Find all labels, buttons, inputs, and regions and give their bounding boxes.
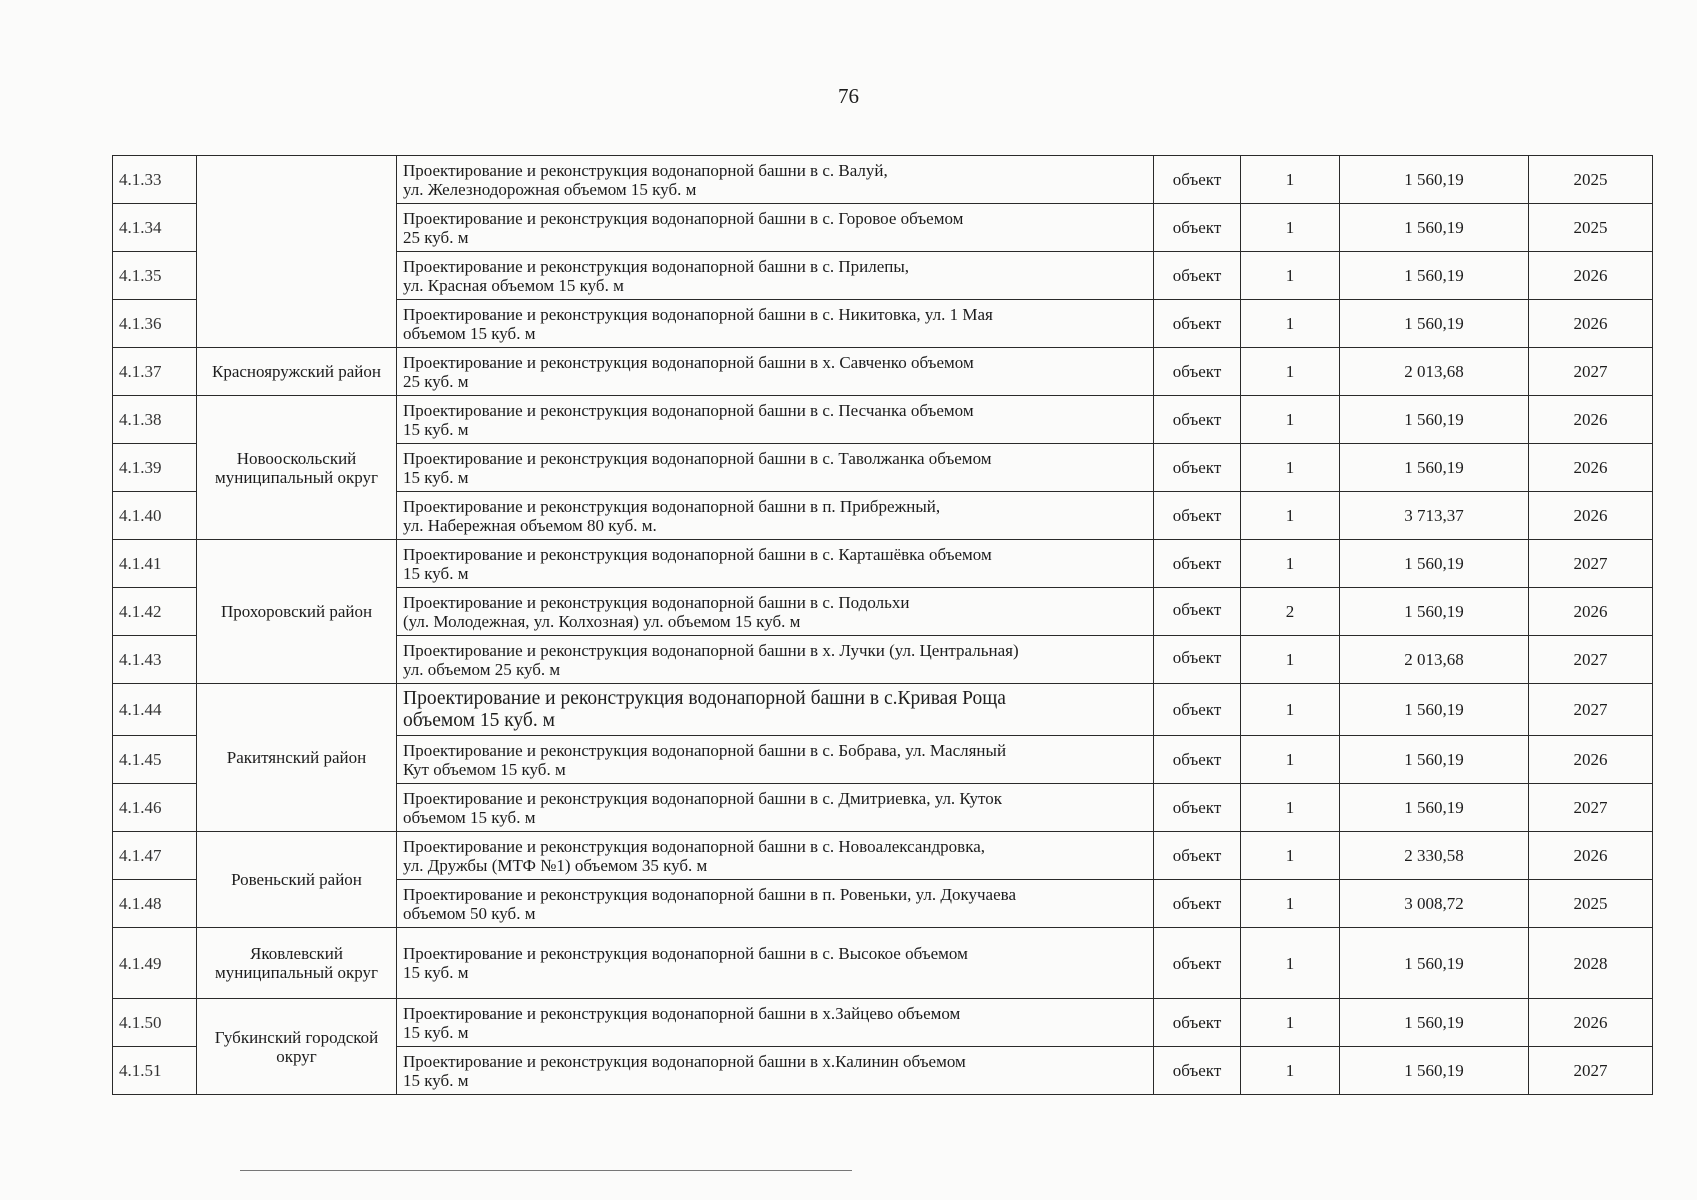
year-cell: 2027 <box>1529 1047 1653 1095</box>
table-row <box>113 156 1653 204</box>
description-cell <box>397 588 1154 636</box>
row-number: 4.1.43 <box>113 636 197 684</box>
table-row <box>113 999 1653 1047</box>
description-line-1: Проектирование и реконструкция водонапорной башни в с. Горовое объемом <box>403 208 964 228</box>
unit-cell: объект <box>1154 784 1241 832</box>
description-cell <box>397 348 1154 396</box>
year-cell: 2025 <box>1529 156 1653 204</box>
district-cell <box>197 156 397 348</box>
water-tower-table <box>112 155 1653 1095</box>
year-cell: 2026 <box>1529 588 1653 636</box>
quantity-cell: 1 <box>1241 880 1340 928</box>
description-line-1: Проектирование и реконструкция водонапорной башни в п. Прибрежный, <box>403 496 941 516</box>
amount-cell: 1 560,19 <box>1340 396 1529 444</box>
description-line-1: Проектирование и реконструкция водонапорной башни в с. Бобрава, ул. Масляный <box>403 740 1007 760</box>
description-line-2: объемом 15 куб. м <box>403 709 555 731</box>
description-line-1: Проектирование и реконструкция водонапорной башни в с.Кривая Роща <box>403 687 1006 709</box>
amount-cell: 1 560,19 <box>1340 156 1529 204</box>
quantity-cell: 1 <box>1241 999 1340 1047</box>
description-line-1: Проектирование и реконструкция водонапорной башни в с. Песчанка объемом <box>403 400 974 420</box>
quantity-cell: 1 <box>1241 832 1340 880</box>
description-line-2: ул. объемом 25 куб. м <box>403 659 561 679</box>
unit-cell: объект <box>1154 832 1241 880</box>
row-number: 4.1.35 <box>113 252 197 300</box>
unit-cell: объект <box>1154 156 1241 204</box>
description-line-2: 25 куб. м <box>403 227 469 247</box>
row-number: 4.1.47 <box>113 832 197 880</box>
unit-cell: объект <box>1154 348 1241 396</box>
description-cell <box>397 540 1154 588</box>
amount-cell: 3 713,37 <box>1340 492 1529 540</box>
description-line-2: 15 куб. м <box>403 563 469 583</box>
table-row <box>113 348 1653 396</box>
unit-cell: объект <box>1154 204 1241 252</box>
quantity-cell: 1 <box>1241 684 1340 736</box>
description-line-1: Проектирование и реконструкция водонапорной башни в с. Карташёвка объемом <box>403 544 992 564</box>
year-cell: 2026 <box>1529 832 1653 880</box>
description-cell <box>397 832 1154 880</box>
description-line-2: 15 куб. м <box>403 467 469 487</box>
description-line-1: Проектирование и реконструкция водонапорной башни в с. Таволжанка объемом <box>403 448 992 468</box>
description-line-2: 15 куб. м <box>403 1022 469 1042</box>
amount-cell: 1 560,19 <box>1340 588 1529 636</box>
row-number: 4.1.41 <box>113 540 197 588</box>
unit-cell: объект <box>1154 252 1241 300</box>
district-cell: Губкинский городской округ <box>197 999 397 1095</box>
description-cell <box>397 784 1154 832</box>
unit-cell: объект <box>1154 736 1241 784</box>
row-number: 4.1.42 <box>113 588 197 636</box>
year-cell: 2027 <box>1529 636 1653 684</box>
row-number: 4.1.51 <box>113 1047 197 1095</box>
footer-rule <box>240 1170 852 1171</box>
amount-cell: 1 560,19 <box>1340 928 1529 999</box>
page-number: 76 <box>838 84 859 108</box>
description-cell <box>397 636 1154 684</box>
amount-cell: 1 560,19 <box>1340 736 1529 784</box>
description-cell <box>397 396 1154 444</box>
year-cell: 2026 <box>1529 444 1653 492</box>
district-cell: Новооскольский муниципальный округ <box>197 396 397 540</box>
description-line-1: Проектирование и реконструкция водонапорной башни в с. Валуй, <box>403 160 888 180</box>
description-line-2: Кут объемом 15 куб. м <box>403 759 566 779</box>
row-number: 4.1.49 <box>113 928 197 999</box>
description-line-2: объемом 15 куб. м <box>403 323 536 343</box>
table-row <box>113 540 1653 588</box>
description-cell <box>397 736 1154 784</box>
year-cell: 2026 <box>1529 252 1653 300</box>
amount-cell: 1 560,19 <box>1340 540 1529 588</box>
year-cell: 2026 <box>1529 736 1653 784</box>
unit-cell: объект <box>1154 396 1241 444</box>
unit-cell: объект <box>1154 684 1241 736</box>
table-row <box>113 396 1653 444</box>
description-line-1: Проектирование и реконструкция водонапорной башни в с. Новоалександровка, <box>403 836 986 856</box>
description-cell <box>397 928 1154 999</box>
quantity-cell: 1 <box>1241 300 1340 348</box>
description-cell <box>397 156 1154 204</box>
amount-cell: 2 013,68 <box>1340 636 1529 684</box>
description-cell <box>397 204 1154 252</box>
description-line-1: Проектирование и реконструкция водонапорной башни в с. Дмитриевка, ул. Куток <box>403 788 1002 808</box>
amount-cell: 3 008,72 <box>1340 880 1529 928</box>
amount-cell: 1 560,19 <box>1340 444 1529 492</box>
amount-cell: 1 560,19 <box>1340 684 1529 736</box>
amount-cell: 1 560,19 <box>1340 784 1529 832</box>
table-row <box>113 928 1653 999</box>
quantity-cell: 1 <box>1241 396 1340 444</box>
unit-cell: объект <box>1154 444 1241 492</box>
row-number: 4.1.45 <box>113 736 197 784</box>
table-row <box>113 832 1653 880</box>
description-cell <box>397 880 1154 928</box>
description-line-1: Проектирование и реконструкция водонапорной башни в х. Лучки (ул. Центральная) <box>403 640 1019 660</box>
unit-cell: объект <box>1154 928 1241 999</box>
quantity-cell: 1 <box>1241 540 1340 588</box>
amount-cell: 2 330,58 <box>1340 832 1529 880</box>
quantity-cell: 1 <box>1241 204 1340 252</box>
quantity-cell: 1 <box>1241 784 1340 832</box>
row-number: 4.1.44 <box>113 684 197 736</box>
year-cell: 2026 <box>1529 492 1653 540</box>
description-cell <box>397 252 1154 300</box>
unit-cell: объект <box>1154 880 1241 928</box>
year-cell: 2026 <box>1529 300 1653 348</box>
row-number: 4.1.33 <box>113 156 197 204</box>
quantity-cell: 1 <box>1241 444 1340 492</box>
quantity-cell: 1 <box>1241 1047 1340 1095</box>
description-line-1: Проектирование и реконструкция водонапорной башни в п. Ровеньки, ул. Докучаева <box>403 884 1016 904</box>
year-cell: 2027 <box>1529 348 1653 396</box>
row-number: 4.1.46 <box>113 784 197 832</box>
description-cell <box>397 999 1154 1047</box>
district-cell: Прохоровский район <box>197 540 397 684</box>
quantity-cell: 1 <box>1241 928 1340 999</box>
amount-cell: 1 560,19 <box>1340 999 1529 1047</box>
unit-cell: объект <box>1154 999 1241 1047</box>
row-number: 4.1.37 <box>113 348 197 396</box>
quantity-cell: 1 <box>1241 736 1340 784</box>
row-number: 4.1.48 <box>113 880 197 928</box>
unit-cell: объект <box>1154 492 1241 540</box>
year-cell: 2026 <box>1529 999 1653 1047</box>
quantity-cell: 1 <box>1241 636 1340 684</box>
description-line-2: ул. Набережная объемом 80 куб. м. <box>403 515 657 535</box>
quantity-cell: 1 <box>1241 156 1340 204</box>
description-line-2: объемом 50 куб. м <box>403 903 536 923</box>
quantity-cell: 1 <box>1241 492 1340 540</box>
year-cell: 2027 <box>1529 784 1653 832</box>
row-number: 4.1.50 <box>113 999 197 1047</box>
description-line-2: ул. Железнодорожная объемом 15 куб. м <box>403 179 697 199</box>
description-line-1: Проектирование и реконструкция водонапорной башни в с. Прилепы, <box>403 256 910 276</box>
district-cell: Ракитянский район <box>197 684 397 832</box>
row-number: 4.1.34 <box>113 204 197 252</box>
district-cell: Краснояружский район <box>197 348 397 396</box>
year-cell: 2026 <box>1529 396 1653 444</box>
description-line-1: Проектирование и реконструкция водонапорной башни в с. Подольхи <box>403 592 910 612</box>
unit-cell: объект <box>1154 540 1241 588</box>
row-number: 4.1.39 <box>113 444 197 492</box>
amount-cell: 1 560,19 <box>1340 252 1529 300</box>
description-cell <box>397 684 1154 736</box>
description-line-1: Проектирование и реконструкция водонапорной башни в х. Савченко объемом <box>403 352 974 372</box>
description-line-1: Проектирование и реконструкция водонапорной башни в х.Зайцево объемом <box>403 1003 961 1023</box>
row-number: 4.1.38 <box>113 396 197 444</box>
unit-cell: объект <box>1154 300 1241 348</box>
year-cell: 2028 <box>1529 928 1653 999</box>
description-line-2: 25 куб. м <box>403 371 469 391</box>
district-cell: Яковлевский муниципальный округ <box>197 928 397 999</box>
unit-cell: объект <box>1154 636 1241 684</box>
year-cell: 2027 <box>1529 684 1653 736</box>
row-number: 4.1.36 <box>113 300 197 348</box>
description-line-2: 15 куб. м <box>403 963 469 982</box>
description-line-1: Проектирование и реконструкция водонапорной башни в с. Высокое объемом <box>403 944 968 963</box>
description-cell <box>397 1047 1154 1095</box>
description-line-2: (ул. Молодежная, ул. Колхозная) ул. объемом 15 куб. м <box>403 611 801 631</box>
description-line-2: объемом 15 куб. м <box>403 807 536 827</box>
description-line-2: 15 куб. м <box>403 419 469 439</box>
amount-cell: 1 560,19 <box>1340 1047 1529 1095</box>
quantity-cell: 1 <box>1241 348 1340 396</box>
description-line-2: ул. Красная объемом 15 куб. м <box>403 275 624 295</box>
amount-cell: 1 560,19 <box>1340 300 1529 348</box>
description-cell <box>397 444 1154 492</box>
year-cell: 2025 <box>1529 204 1653 252</box>
description-line-1: Проектирование и реконструкция водонапорной башни в х.Калинин объемом <box>403 1051 966 1071</box>
row-number: 4.1.40 <box>113 492 197 540</box>
unit-cell: объект <box>1154 1047 1241 1095</box>
year-cell: 2027 <box>1529 540 1653 588</box>
description-line-1: Проектирование и реконструкция водонапорной башни в с. Никитовка, ул. 1 Мая <box>403 304 993 324</box>
description-line-2: ул. Дружбы (МТФ №1) объемом 35 куб. м <box>403 855 708 875</box>
year-cell: 2025 <box>1529 880 1653 928</box>
table-row <box>113 684 1653 736</box>
unit-cell: объект <box>1154 588 1241 636</box>
description-line-2: 15 куб. м <box>403 1070 469 1090</box>
quantity-cell: 2 <box>1241 588 1340 636</box>
description-cell <box>397 492 1154 540</box>
amount-cell: 1 560,19 <box>1340 204 1529 252</box>
quantity-cell: 1 <box>1241 252 1340 300</box>
description-cell <box>397 300 1154 348</box>
amount-cell: 2 013,68 <box>1340 348 1529 396</box>
district-cell: Ровеньский район <box>197 832 397 928</box>
